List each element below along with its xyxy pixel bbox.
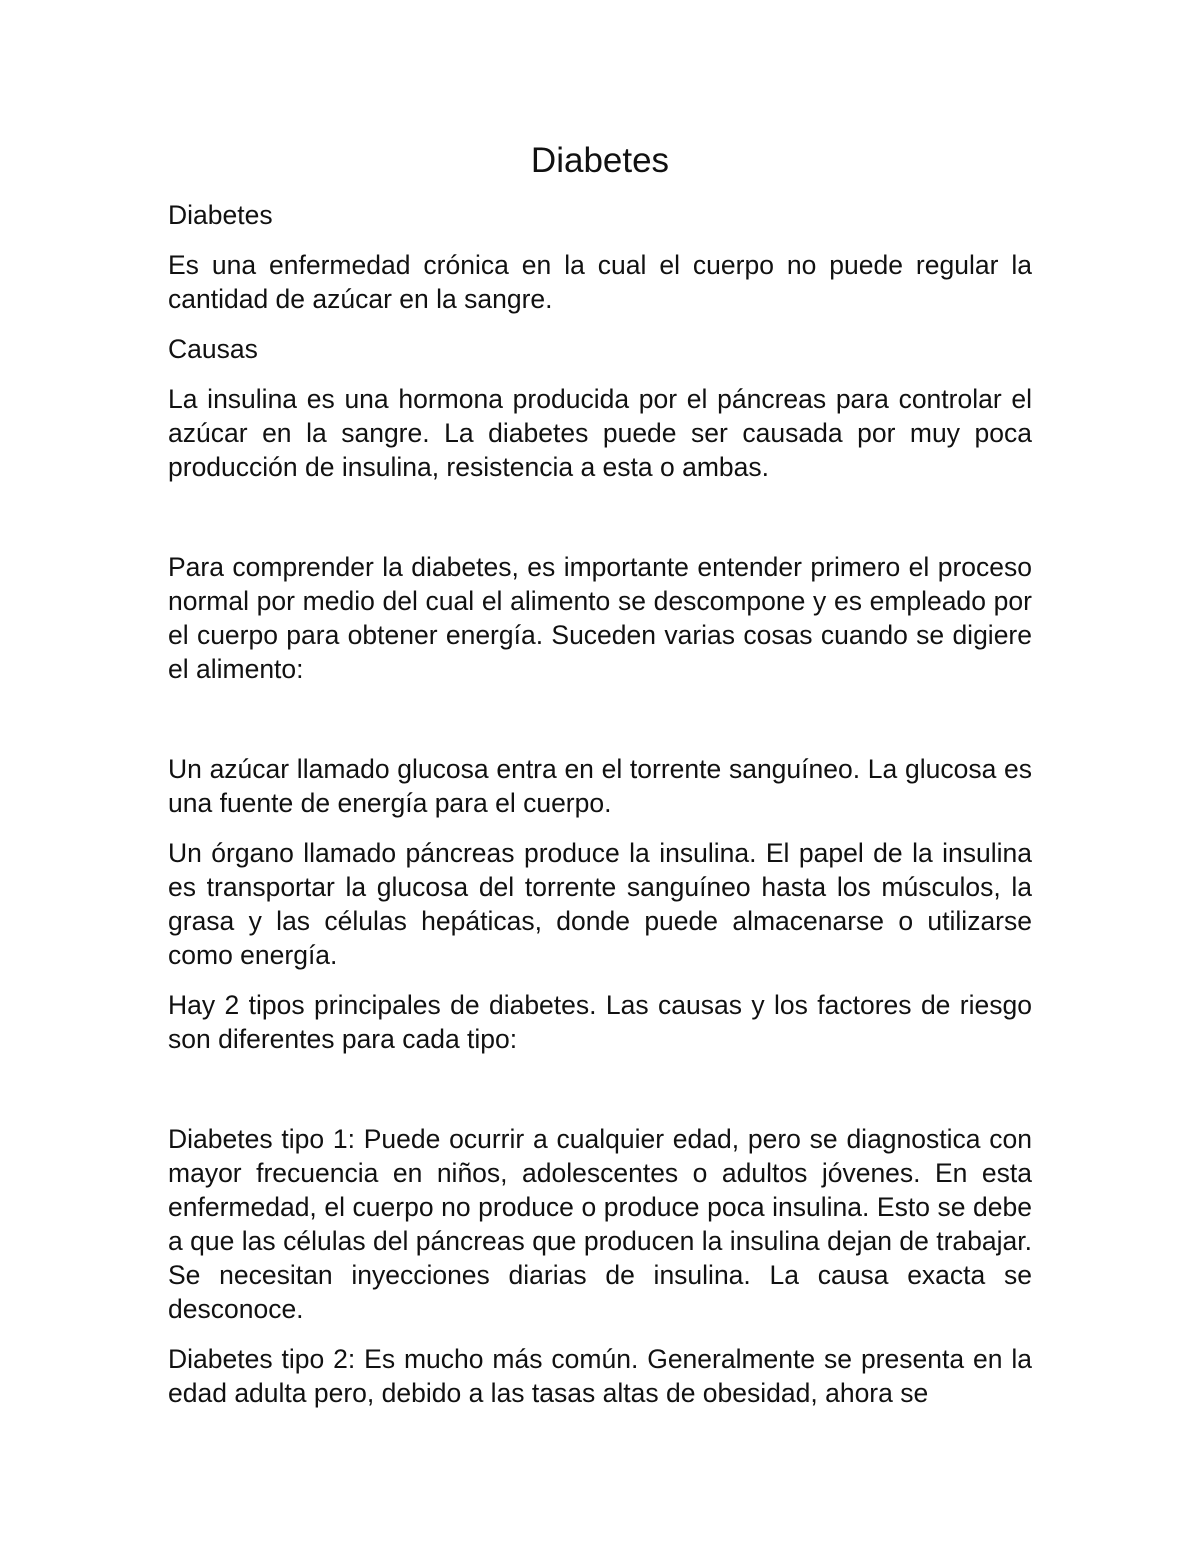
types-intro-paragraph: Hay 2 tipos principales de diabetes. Las causas y los factores de riesgo son diferentes para cada tipo:: [168, 990, 1032, 1054]
blank-gap: [168, 1072, 1032, 1122]
type2-paragraph: Diabetes tipo 2: Es mucho más común. Generalmente se presenta en la edad adulta pero, debido a las tasas altas de obesidad, ahora se: [168, 1344, 1032, 1408]
page-title: Diabetes: [530, 141, 670, 180]
type1-paragraph: Diabetes tipo 1: Puede ocurrir a cualquier edad, pero se diagnostica con mayor frecuencia en niños, adolescentes o adultos jóvenes. En esta enfermedad, el cuerpo no produce o produce poca insulina. Esto se debe a que las células del páncreas que producen la insulina dejan de trabajar. Se necesitan inyecciones diarias de insulina. La causa exacta se desconoce.: [168, 1124, 1032, 1324]
process-intro-paragraph: Para comprender la diabetes, es importante entender primero el proceso normal por medio del cual el alimento se descompone y es empleado por el cuerpo para obtener energía. Suceden varias cosas cuando se digiere el alimento:: [168, 552, 1032, 684]
section-heading-causes: Causas: [168, 334, 258, 364]
definition-paragraph: Es una enfermedad crónica en la cual el cuerpo no puede regular la cantidad de azúcar en la sangre.: [168, 250, 1032, 314]
causes-paragraph: La insulina es una hormona producida por el páncreas para controlar el azúcar en la sangre. La diabetes puede ser causada por muy poca producción de insulina, resistencia a esta o ambas.: [168, 384, 1032, 482]
section-heading-diabetes: Diabetes: [168, 200, 273, 230]
blank-gap: [168, 500, 1032, 550]
insulin-paragraph: Un órgano llamado páncreas produce la insulina. El papel de la insulina es transportar la glucosa del torrente sanguíneo hasta los músculos, la grasa y las células hepáticas, donde puede almacenarse o utilizarse como energía.: [168, 838, 1032, 970]
document-content: [168, 138, 1032, 1426]
glucose-paragraph: Un azúcar llamado glucosa entra en el torrente sanguíneo. La glucosa es una fuente de energía para el cuerpo.: [168, 754, 1032, 818]
blank-gap: [168, 702, 1032, 752]
